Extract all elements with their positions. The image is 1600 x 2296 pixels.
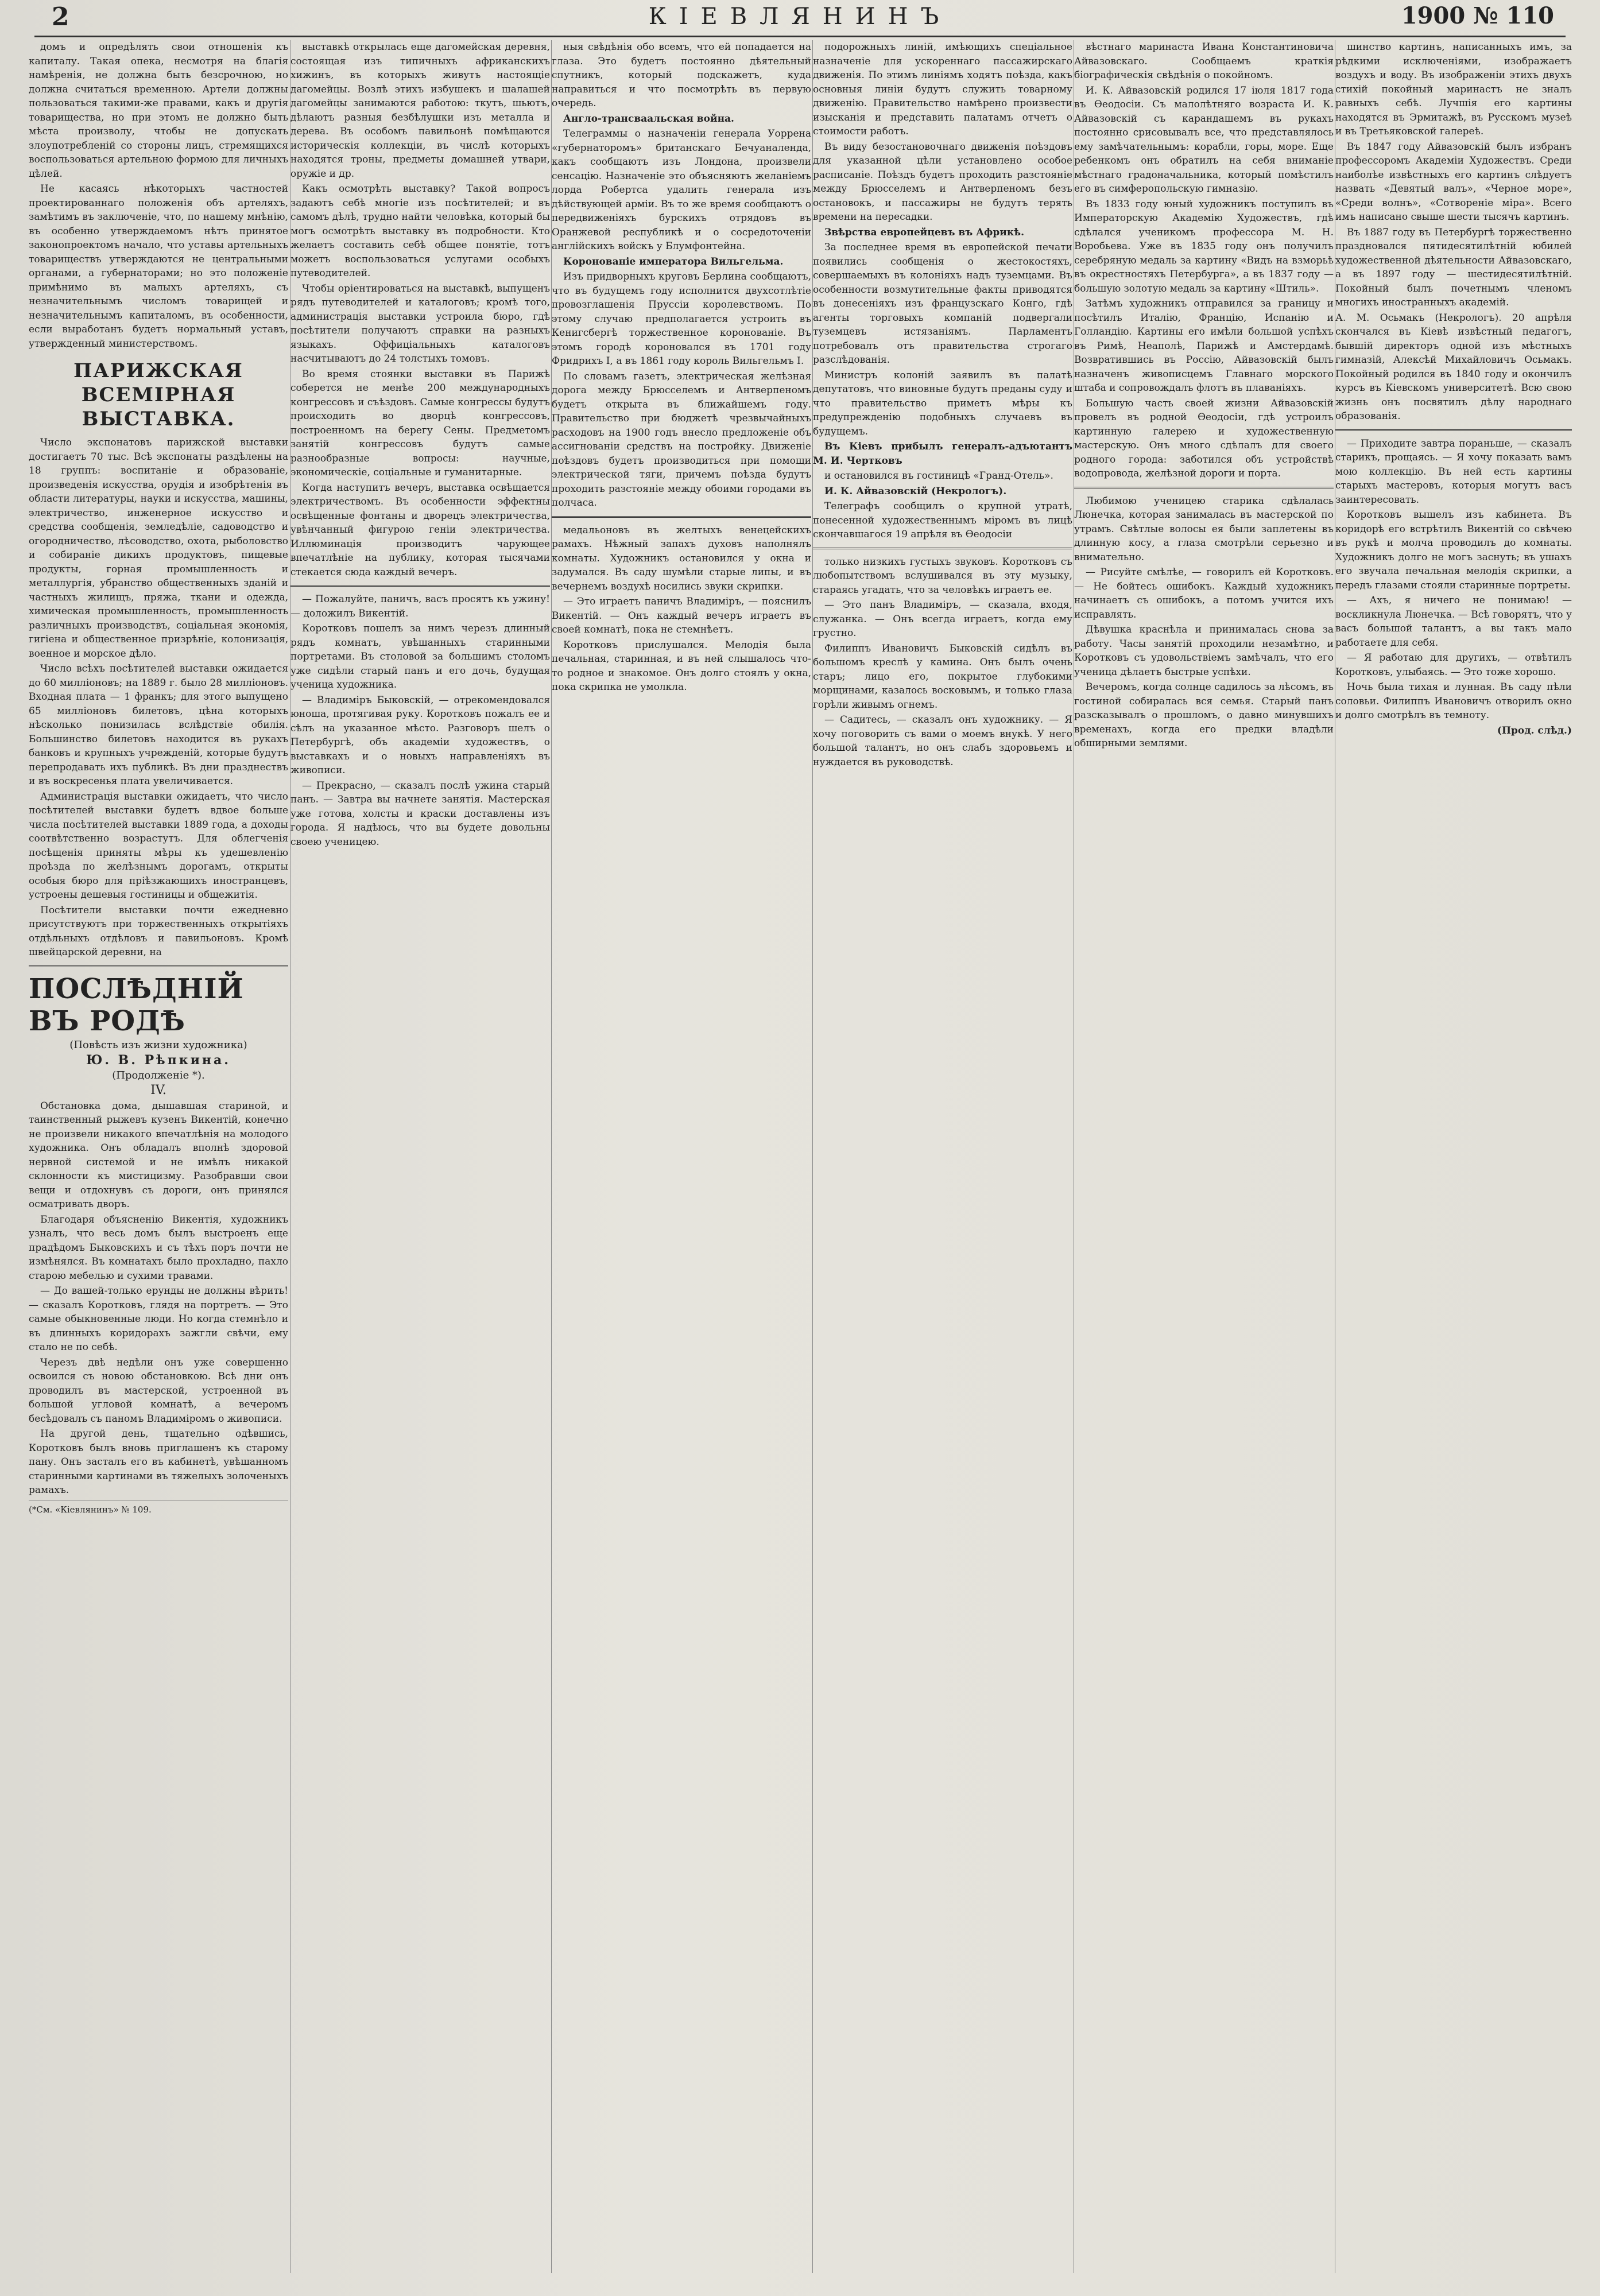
section-divider bbox=[552, 516, 811, 518]
paragraph: шинство картинъ, написанныхъ имъ, за рѣдкими исключеніями, изображаетъ воздухъ и воду. Въ изображеніи этихъ двухъ стихій покойный маринастъ не зналъ равныхъ себѣ. Лучшія его картины находятся въ Эрмитажѣ, въ Русскомъ музеѣ и въ Третьяковской галереѣ. bbox=[1335, 41, 1572, 137]
paragraph: По словамъ газетъ, электрическая желѣзная дорога между Брюсселемъ и Антверпеномъ будетъ открыта въ ближайшемъ году. Правительство при бюджетѣ чрезвычайныхъ расходовъ на 1900 годъ внесло предложеніе объ ассигнованіи средствъ на постройку. Движеніе поѣздовъ будетъ производиться при помощи электрической тяги, причемъ поѣзда будутъ проходить разстояніе между обоими городами въ полчаса. bbox=[552, 370, 811, 509]
chapter-number: IV. bbox=[150, 1083, 166, 1097]
column-1 bbox=[29, 40, 288, 2273]
paragraph: Администрація выставки ожидаетъ, что число посѣтителей выставки будетъ вдвое больше числа посѣтителей выставки 1889 года, а доходы соотвѣтственно возрастутъ. Для облегченія посѣщенія приняты мѣры къ удешевленію проѣзда по желѣзнымъ дорогамъ, открыты особыя бюро для пріѣзжающихъ иностранцевъ, устроены дешевыя гостиницы и общежитія. bbox=[29, 790, 288, 901]
section-divider bbox=[29, 965, 288, 967]
paragraph: — Это панъ Владиміръ, — сказала, входя, служанка. — Онъ всегда играетъ, когда ему грустно. bbox=[813, 599, 1072, 639]
paragraph: Чтобы оріентироваться на выставкѣ, выпущенъ рядъ путеводителей и каталоговъ; кромѣ того, администрація выставки устроила бюро, гдѣ посѣтители получаютъ справки на разныхъ языкахъ. Оффиціальныхъ каталоговъ насчитываютъ до 24 толстыхъ томовъ. bbox=[290, 282, 550, 364]
article-heading-paris-exhibition: ПАРИЖСКАЯ ВСЕМІРНАЯ ВЫСТАВКА. bbox=[73, 359, 243, 430]
paragraph: домъ и опредѣлять свои отношенія къ капиталу. Такая опека, несмотря на благія намѣренія, не должна быть безсрочною, но должна считаться временною. Артели должны пользоваться такими-же правами, какъ и другія товарищества, но при этомъ не должно быть мѣста произволу, чтобы не допускать злоупотребленій со стороны лицъ, стремящихся воспользоваться артельною формою для личныхъ цѣлей. bbox=[29, 41, 288, 180]
paragraph: Изъ придворныхъ круговъ Берлина сообщаютъ, что въ будущемъ году исполнится двухсотлѣтіе провозглашенія Пруссіи королевствомъ. По этому случаю предполагается устроить въ Кенигсбергѣ торжественное коронованіе. Въ этомъ городѣ короновался въ 1701 году Фридрихъ I, а въ 1861 году король Вильгельмъ I. bbox=[552, 271, 811, 367]
paragraph: Въ 1833 году юный художникъ поступилъ въ Императорскую Академію Художествъ, гдѣ сдѣлался ученикомъ профессора М. Н. Воробьева. Уже въ 1835 году онъ получилъ серебряную медаль за картину «Видъ на взморьѣ въ окрестностяхъ Петербурга», а въ 1837 году — большую золотую медаль за картину «Штиль». bbox=[1074, 198, 1334, 294]
to-be-continued: (Прод. слѣд.) bbox=[1497, 724, 1572, 736]
column-5 bbox=[1074, 40, 1334, 2273]
news-heading-boer-war: Англо-трансваальская война. bbox=[563, 113, 734, 125]
paragraph: Благодаря объясненію Викентія, художникъ узналъ, что весь домъ былъ выстроенъ еще прадѣдомъ Быковскихъ и съ тѣхъ поръ почти не измѣнялся. Въ комнатахъ было прохладно, пахло старою мебелью и сухими травами. bbox=[29, 1213, 288, 1282]
paragraph: Въ виду безостановочнаго движенія поѣздовъ для указанной цѣли установлено особое расписаніе. Поѣздъ будетъ проходить разстояніе между Брюсселемъ и Антверпеномъ безъ остановокъ, и пассажиры не будутъ терять времени на пересадки. bbox=[813, 141, 1072, 223]
masthead bbox=[23, 0, 1577, 34]
paragraph: Въ 1887 году въ Петербургѣ торжественно праздновался пятидесятилѣтній юбилей художественной дѣятельности Айвазовскаго, а въ 1897 году — шестидесятилѣтній. Покойный былъ почетнымъ членомъ многихъ иностранныхъ академій. bbox=[1335, 226, 1572, 308]
paragraph: Черезъ двѣ недѣли онъ уже совершенно освоился съ новою обстановкою. Всѣ дни онъ проводилъ въ мастерской, устроенной въ большой угловой комнатѣ, а вечеромъ бесѣдовалъ съ паномъ Владиміромъ о живописи. bbox=[29, 1356, 288, 1425]
paragraph: — Ахъ, я ничего не понимаю! — воскликнула Люнечка. — Всѣ говорятъ, что у васъ большой талантъ, а вы такъ мало работаете для себя. bbox=[1335, 595, 1572, 649]
paragraph: Коротковъ вышелъ изъ кабинета. Въ коридорѣ его встрѣтилъ Викентій со свѣчею въ рукѣ и молча проводилъ до комнаты. Художникъ долго не могъ заснуть; въ ушахъ его звучала печальная мелодія скрипки, а передъ глазами стояли старинные портреты. bbox=[1335, 509, 1572, 591]
column-6 bbox=[1335, 40, 1572, 2273]
paragraph: Министръ колоній заявилъ въ палатѣ депутатовъ, что виновные будутъ преданы суду и что правительство приметъ мѣры къ предупрежденію подобныхъ случаевъ въ будущемъ. bbox=[813, 369, 1072, 437]
paragraph: Какъ осмотрѣть выставку? Такой вопросъ задаютъ себѣ многіе изъ посѣтителей; и въ самомъ дѣлѣ, трудно найти человѣка, который бы могъ осмотрѣть выставку въ подробности. Кто желаетъ составить себѣ общее понятіе, тотъ можетъ воспользоваться услугами особыхъ путеводителей. bbox=[290, 183, 550, 279]
paragraph: Дѣвушка краснѣла и принималась снова за работу. Часы занятій проходили незамѣтно, и Коротковъ съ удовольствіемъ замѣчалъ, что его ученица дѣлаетъ быстрые успѣхи. bbox=[1074, 624, 1334, 678]
paragraph: выставкѣ открылась еще дагомейская деревня, состоящая изъ типичныхъ африканскихъ хижинъ, въ которыхъ живутъ настоящіе дагомейцы. Возлѣ этихъ избушекъ и шалашей дагомейцы занимаются работою: ткутъ, шьютъ, дѣлаютъ разныя безбѣлушки изъ металла и дерева. Въ особомъ павильонѣ помѣщаются историческія коллекціи, въ числѣ которыхъ находятся троны, предметы домашней утвари, оружіе и др. bbox=[290, 41, 550, 180]
paragraph: Ночь была тихая и лунная. Въ саду пѣли соловьи. Филиппъ Ивановичъ отворилъ окно и долго смотрѣлъ въ темноту. bbox=[1335, 681, 1572, 721]
serial-title: ПОСЛѢДНІЙ ВЪ РОДѢ bbox=[29, 972, 244, 1037]
paragraph: вѣстнаго маринаста Ивана Константиновича Айвазовскаго. Сообщаемъ краткія біографическія свѣдѣнія о покойномъ. bbox=[1074, 41, 1334, 81]
paragraph: Число экспонатовъ парижской выставки достигаетъ 70 тыс. Всѣ экспонаты раздѣлены на 18 группъ: воспитаніе и образованіе, произведенія искусства, орудія и изобрѣтенія въ области литературы, науки и искусства, машины, электричество, инженерное искусство и средства сообщенія, земледѣліе, садоводство и огородничество, лѣсоводство, охота, рыболовство и собираніе дикихъ продуктовъ, пищевые продукты, горная промышленность и металлургія, убранство общественныхъ зданій и частныхъ жилищъ, пряжа, ткани и одежда, химическая промышленность, промышленность различныхъ производствъ, соціальная экономія, гигіена и общественное призрѣніе, колонизація, военное и морское дѣло. bbox=[29, 437, 288, 660]
paragraph: и остановился въ гостиницѣ «Гранд-Отель». bbox=[824, 470, 1053, 482]
paragraph: Коротковъ пошелъ за нимъ черезъ длинный рядъ комнатъ, увѣшанныхъ старинными портретами. Въ столовой за большимъ столомъ уже сидѣли старый панъ и его дочь, будущая ученица художника. bbox=[290, 623, 550, 691]
section-divider bbox=[813, 548, 1072, 549]
paragraph: Обстановка дома, дышавшая стариной, и таинственный рыжевъ кузенъ Викентій, конечно не произвели никакого впечатлѣнія на молодого художника. Онъ обладалъ вполнѣ здоровой нервной системой и не имѣлъ никакой склонности къ мистицизму. Разобравши свои вещи и отдохнувъ съ дороги, онъ принялся осматривать дворъ. bbox=[29, 1100, 288, 1210]
news-heading-coronation: Коронованіе императора Вильгельма. bbox=[563, 255, 784, 267]
paragraph: Когда наступитъ вечеръ, выставка освѣщается электричествомъ. Въ особенности эффектны освѣщенные фонтаны и дворецъ электричества, увѣнчанный фигурою геніи электричества. Иллюминація производитъ чарующее впечатлѣніе на публику, которая тысячами стекается сюда каждый вечеръ. bbox=[290, 482, 550, 578]
paragraph: Телеграфъ сообщилъ о крупной утратѣ, понесенной художественнымъ міромъ въ лицѣ скончавшагося 19 апрѣля въ Ѳеодосіи bbox=[813, 501, 1072, 540]
paragraph: — Прекрасно, — сказалъ послѣ ужина старый панъ. — Завтра вы начнете занятія. Мастерская уже готова, холсты и краски доставлены изъ города. Я надѣюсь, что вы будете довольны своею ученицею. bbox=[290, 779, 550, 848]
paragraph: — Пожалуйте, паничъ, васъ просятъ къ ужину! — доложилъ Викентій. bbox=[290, 594, 550, 619]
paragraph: ныя свѣдѣнія обо всемъ, что ей попадается на глаза. Это будетъ постоянно дѣятельный спутникъ, который подскажетъ, куда направиться и что посмотрѣть въ первую очередь. bbox=[552, 41, 811, 109]
paragraph: медальоновъ въ желтыхъ венецейскихъ рамахъ. Нѣжный запахъ духовъ наполнялъ комнаты. Художникъ остановился у окна и задумался. Въ саду шумѣли старые липы, и въ вечернемъ воздухѣ носились звуки скрипки. bbox=[552, 524, 811, 592]
paragraph: Коротковъ прислушался. Мелодія была печальная, старинная, и въ ней слышалось что-то родное и знакомое. Онъ долго стоялъ у окна, пока скрипка не умолкла. bbox=[552, 639, 811, 693]
paragraph: Въ 1847 году Айвазовскій былъ избранъ профессоромъ Академіи Художествъ. Среди наиболѣе извѣстныхъ его картинъ слѣдуетъ назвать «Девятый валъ», «Черное море», «Среди волнъ», «Сотвореніе міра». Всего имъ написано свыше шести тысячъ картинъ. bbox=[1335, 141, 1572, 223]
column-2 bbox=[290, 40, 550, 2273]
paragraph: Число всѣхъ посѣтителей выставки ожидается до 60 милліоновъ; на 1889 г. было 28 милліоновъ. Входная плата — 1 франкъ; для этого выпущено 65 милліоновъ билетовъ, цѣна которыхъ нѣсколько понизилась вслѣдствіе обилія. Большинство билетовъ находится въ рукахъ банковъ и крупныхъ учрежденій, которые будутъ перепродавать ихъ публикѣ. Въ дни празднествъ и въ воскресенья плата увеличивается. bbox=[29, 663, 288, 787]
serial-continuation: (Продолженіе *). bbox=[112, 1069, 205, 1081]
news-heading-general-arrival: Въ Кіевъ прибылъ генералъ-адъютантъ М. И. Чертковъ bbox=[813, 441, 1072, 467]
serial-subtitle: (Повѣсть изъ жизни художника) bbox=[69, 1038, 247, 1051]
page-number: 2 bbox=[52, 2, 69, 32]
paragraph: только низкихъ густыхъ звуковъ. Коротковъ съ любопытствомъ вслушивался въ эту музыку, стараясь угадать, что за человѣкъ играетъ ее. bbox=[813, 556, 1072, 596]
footnote: (*См. «Кіевлянинъ» № 109. bbox=[29, 1500, 288, 1517]
paragraph: Посѣтители выставки почти ежедневно присутствуютъ при торжественныхъ открытіяхъ отдѣльныхъ отдѣловъ и павильоновъ. Кромѣ швейцарской деревни, на bbox=[29, 904, 288, 958]
serial-author: Ю. В. Рѣпкина. bbox=[86, 1053, 231, 1068]
paragraph: Не касаясь нѣкоторыхъ частностей проектированнаго положенія объ артеляхъ, замѣтимъ въ заключеніе, что, по нашему мнѣнію, въ особенно утверждаемомъ нѣтъ принятое законопроектомъ начало, что уставы артельныхъ товариществъ утверждаются не центральными органами, а губернаторами; но это положеніе примѣнимо въ малыхъ артеляхъ, съ незначительнымъ числомъ товарищей и незначительнымъ капиталомъ, въ особенности, если выработанъ будетъ нормальный уставъ, утвержденный министерствомъ. bbox=[29, 183, 288, 350]
paragraph: — Рисуйте смѣлѣе, — говорилъ ей Коротковъ. — Не бойтесь ошибокъ. Каждый художникъ начинаетъ съ ошибокъ, а потомъ учится ихъ исправлять. bbox=[1074, 567, 1334, 620]
paragraph: Телеграммы о назначеніи генерала Уоррена «губернаторомъ» британскаго Бечуаналенда, какъ сообщаютъ изъ Лондона, произвели сенсацію. Назначеніе это объясняютъ желаніемъ лорда Робертса удалить генерала изъ дѣйствующей арміи. Въ то же время сообщаютъ о передвиженіяхъ бурскихъ отрядовъ въ Оранжевой республикѣ и о сосредоточеніи англійскихъ войскъ у Блумфонтейна. bbox=[552, 128, 811, 252]
newspaper-title: КІЕВЛЯНИНЪ bbox=[648, 3, 952, 30]
paragraph: подорожныхъ линій, имѣющихъ спеціальное назначеніе для ускореннаго пассажирскаго движенія. По этимъ линіямъ ходятъ поѣзда, какъ основныя линіи будутъ служить товарному движенію. Правительство намѣрено произвести изысканія и представить палатамъ отчетъ о стоимости работъ. bbox=[813, 41, 1072, 137]
paragraph: Любимою ученицею старика сдѣлалась Люнечка, которая занималась въ мастерской по утрамъ. Свѣтлые волосы ея были заплетены въ длинную косу, а глаза смотрѣли серьезно и внимательно. bbox=[1074, 495, 1334, 563]
issue-number: 1900 № 110 bbox=[1401, 2, 1554, 29]
section-divider bbox=[290, 585, 550, 587]
paragraph: — Садитесь, — сказалъ онъ художнику. — Я хочу поговорить съ вами о моемъ внукѣ. У него большой талантъ, но онъ слабъ здоровьемъ и нуждается въ руководствѣ. bbox=[813, 714, 1072, 768]
paragraph: Во время стоянки выставки въ Парижѣ соберется не менѣе 200 международныхъ конгрессовъ и съѣздовъ. Самые конгрессы будутъ происходить во дворцѣ конгрессовъ, построенномъ на берегу Сены. Предметомъ занятій конгрессовъ будутъ самые разнообразные вопросы: научные, экономическіе, соціальные и гуманитарные. bbox=[290, 368, 550, 478]
column-3 bbox=[551, 40, 811, 2273]
paragraph: За последнее время въ европейской печати появились сообщенія о жестокостяхъ, совершаемыхъ въ колоніяхъ надъ туземцами. Въ особенности возмутительные факты приводятся въ донесеніяхъ изъ французскаго Конго, гдѣ агенты торговыхъ компаній подвергали туземцевъ истязаніямъ. Парламентъ потребовалъ отъ правительства строгаго разслѣдованія. bbox=[813, 242, 1072, 366]
paragraph: На другой день, тщательно одѣвшись, Коротковъ былъ вновь приглашенъ къ старому пану. Онъ засталъ его въ кабинетѣ, увѣшанномъ старинными картинами въ тяжелыхъ золоченыхъ рамахъ. bbox=[29, 1428, 288, 1496]
paragraph: — Приходите завтра пораньше, — сказалъ старикъ, прощаясь. — Я хочу показать вамъ мою коллекцію. Въ ней есть картины старыхъ мастеровъ, которыя могутъ васъ заинтересовать. bbox=[1335, 437, 1572, 506]
column-4 bbox=[812, 40, 1072, 2273]
paragraph: Вечеромъ, когда солнце садилось за лѣсомъ, въ гостиной собиралась вся семья. Старый панъ разсказывалъ о прошломъ, о давно минувшихъ временахъ, когда его предки владѣли обширными землями. bbox=[1074, 681, 1334, 749]
news-heading-africa: Звѣрства европейцевъ въ Африкѣ. bbox=[824, 226, 1025, 238]
paragraph: Филиппъ Ивановичъ Быковскій сидѣлъ въ большомъ креслѣ у камина. Онъ былъ очень старъ; лицо его, покрытое глубокими морщинами, казалось восковымъ, и только глаза горѣли живымъ огнемъ. bbox=[813, 642, 1072, 711]
paragraph: — Я работаю для другихъ, — отвѣтилъ Коротковъ, улыбаясь. — Это тоже хорошо. bbox=[1335, 652, 1572, 678]
obituary-heading-aivazovsky: И. К. Айвазовскій (Некрологъ). bbox=[824, 485, 1007, 497]
paragraph: — Это играетъ паничъ Владиміръ, — пояснилъ Викентій. — Онъ каждый вечеръ играетъ въ своей комнатѣ, пока не стемнѣетъ. bbox=[552, 596, 811, 635]
paragraph: — Владиміръ Быковскій, — отрекомендовался юноша, протягивая руку. Коротковъ пожалъ ее и сѣлъ на указанное мѣсто. Разговоръ шелъ о Петербургѣ, объ академіи художествъ, о выставкахъ и о новыхъ направленіяхъ въ живописи. bbox=[290, 694, 550, 776]
section-divider bbox=[1335, 429, 1572, 431]
paragraph: — До вашей-только ерунды не должны вѣрить! — сказалъ Коротковъ, глядя на портретъ. — Это самые обыкновенные люди. Но когда стемнѣло и въ длинныхъ коридорахъ зажгли свѣчи, ему стало не по себѣ. bbox=[29, 1285, 288, 1353]
masthead-rule bbox=[34, 36, 1566, 37]
paragraph: Большую часть своей жизни Айвазовскій провелъ въ родной Ѳеодосіи, гдѣ устроилъ картинную галерею и художественную мастерскую. Онъ много сдѣлалъ для своего родного города: заботился объ устройствѣ водопровода, желѣзной дороги и порта. bbox=[1074, 397, 1334, 479]
section-divider bbox=[1074, 487, 1334, 488]
paragraph: Затѣмъ художникъ отправился за границу и посѣтилъ Италію, Францію, Испанію и Голландію. Картины его имѣли большой успѣхъ въ Римѣ, Неаполѣ, Парижѣ и Амстердамѣ. Возвратившись въ Россію, Айвазовскій былъ назначенъ живописцемъ Главнаго морского штаба и сопровождалъ флотъ въ плаваніяхъ. bbox=[1074, 298, 1334, 394]
obituary-osmak: А. М. Осьмакъ (Некрологъ). 20 апрѣля скончался въ Кіевѣ извѣстный педагогъ, бывшій директоръ одной изъ мѣстныхъ гимназій, Алексѣй Михайловичъ Осьмакъ. Покойный родился въ 1840 году и окончилъ курсъ въ Кіевскомъ университетѣ. Всю свою жизнь онъ посвятилъ дѣлу народнаго образованія. bbox=[1335, 312, 1572, 422]
paragraph: И. К. Айвазовскій родился 17 іюля 1817 года въ Ѳеодосіи. Съ малолѣтняго возраста И. К. Айвазовскій съ карандашемъ въ рукахъ постоянно срисовывалъ все, что представлялось ему замѣчательнымъ: корабли, горы, море. Еще ребенкомъ онъ обратилъ на себя вниманіе мѣстнаго градоначальника, который помѣстилъ его въ симферопольскую гимназію. bbox=[1074, 84, 1334, 195]
